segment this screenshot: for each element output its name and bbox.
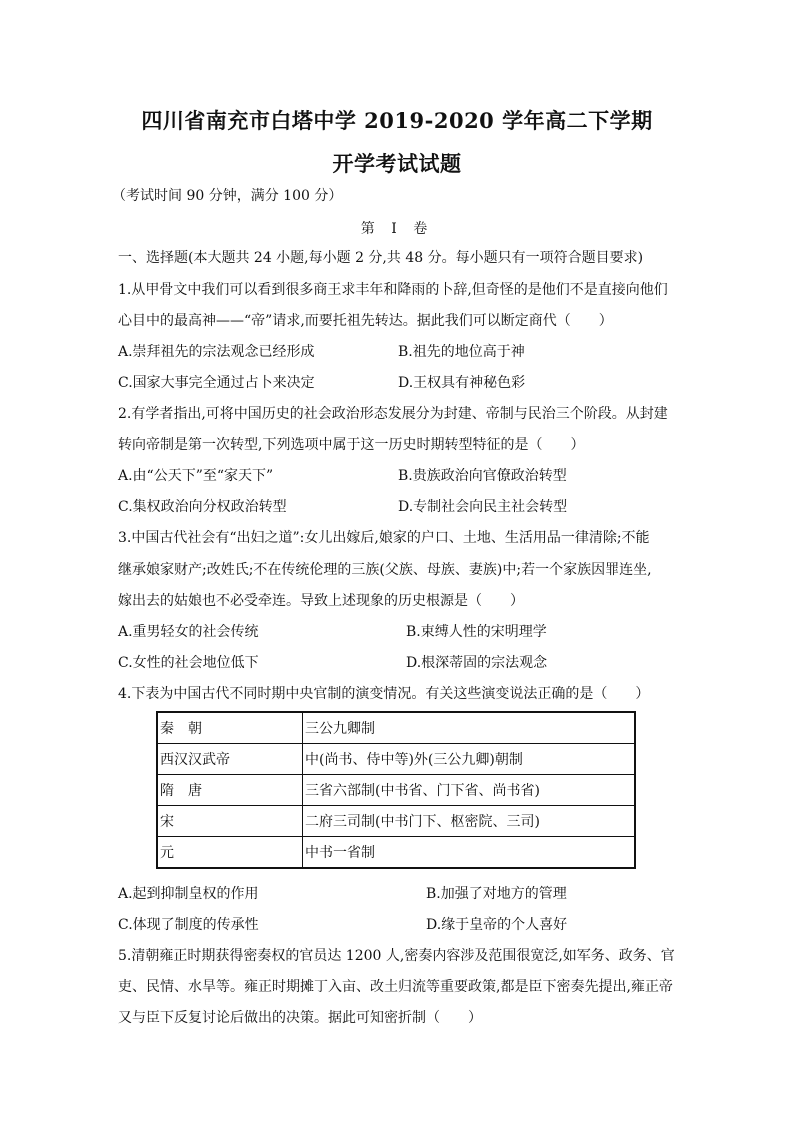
q5-stem-line3: 又与臣下反复讨论后做出的决策。据此可知密折制（ ） — [118, 1010, 482, 1026]
q1-stem-line2: 心目中的最高神——“帝”请求,而要托祖先转达。据此我们可以断定商代（ ） — [118, 313, 613, 329]
q1-option-b: B.祖先的地位高于神 — [398, 344, 525, 360]
official-system-table — [156, 711, 636, 869]
q3-stem-line1: 3.中国古代社会有“出妇之道”:女儿出嫁后,娘家的户口、土地、生活用品一律清除;不能 — [118, 530, 650, 546]
table-cell-dynasty: 元 — [157, 837, 303, 869]
q2-option-c: C.集权政治向分权政治转型 — [118, 499, 287, 515]
q4-option-d: D.缘于皇帝的个人喜好 — [426, 917, 568, 933]
table-row — [157, 775, 635, 806]
table-cell-dynasty: 西汉汉武帝 — [157, 744, 303, 775]
table-cell-system: 三省六部制(中书省、门下省、尚书省) — [303, 775, 636, 806]
q4-stem-line1: 4.下表为中国古代不同时期中央官制的演变情况。有关这些演变说法正确的是（ ） — [118, 686, 650, 702]
section-heading: 第 Ⅰ 卷 — [360, 221, 434, 237]
q4-option-a: A.起到抑制皇权的作用 — [118, 886, 259, 902]
table-row — [157, 744, 635, 775]
q3-stem-line2: 继承娘家财产;改姓氏;不在传统伦理的三族(父族、母族、妻族)中;若一个家族因罪连坐, — [118, 562, 652, 578]
q2-stem-line1: 2.有学者指出,可将中国历史的社会政治形态发展分为封建、帝制与民治三个阶段。从封建 — [118, 406, 668, 422]
exam-info: （考试时间 90 分钟，满分 100 分） — [112, 188, 343, 204]
part1-heading: 一、选择题(本大题共 24 小题,每小题 2 分,共 48 分。每小题只有一项符合题目要求) — [118, 250, 644, 266]
q4-option-b: B.加强了对地方的管理 — [426, 886, 567, 902]
q1-option-c: C.国家大事完全通过占卜来决定 — [118, 375, 315, 391]
table-cell-system: 中书一省制 — [303, 837, 636, 869]
table-cell-system: 二府三司制(中书门下、枢密院、三司) — [303, 806, 636, 837]
q3-stem-line3: 嫁出去的姑娘也不必受牵连。导致上述现象的历史根源是（ ） — [118, 593, 524, 609]
q3-option-d: D.根深蒂固的宗法观念 — [406, 655, 548, 671]
page-title-line2: 开学考试试题 — [332, 151, 462, 176]
q4-option-c: C.体现了制度的传承性 — [118, 917, 259, 933]
q3-option-b: B.束缚人性的宋明理学 — [406, 624, 547, 640]
q2-option-a: A.由“公天下”至“家天下” — [118, 468, 274, 484]
table-cell-dynasty: 隋 唐 — [157, 775, 303, 806]
table-row — [157, 712, 635, 744]
q3-option-a: A.重男轻女的社会传统 — [118, 624, 259, 640]
q1-option-d: D.王权具有神秘色彩 — [398, 375, 526, 391]
q2-option-b: B.贵族政治向官僚政治转型 — [398, 468, 567, 484]
table-cell-system: 三公九卿制 — [303, 712, 636, 744]
q2-stem-line2: 转向帝制是第一次转型,下列选项中属于这一历史时期转型特征的是（ ） — [118, 437, 585, 453]
table-row — [157, 806, 635, 837]
q3-option-c: C.女性的社会地位低下 — [118, 655, 259, 671]
table-cell-dynasty: 秦 朝 — [157, 712, 303, 744]
q1-stem-line1: 1.从甲骨文中我们可以看到很多商王求丰年和降雨的卜辞,但奇怪的是他们不是直接向他们 — [118, 282, 668, 298]
q1-option-a: A.崇拜祖先的宗法观念已经形成 — [118, 344, 315, 360]
table-row — [157, 837, 635, 869]
page-title-line1: 四川省南充市白塔中学 2019-2020 学年高二下学期 — [141, 108, 653, 133]
q5-stem-line1: 5.清朝雍正时期获得密奏权的官员达 1200 人,密奏内容涉及范围很宽泛,如军务、政务、官 — [118, 948, 675, 964]
q2-option-d: D.专制社会向民主社会转型 — [398, 499, 568, 515]
table-cell-dynasty: 宋 — [157, 806, 303, 837]
q5-stem-line2: 吏、民情、水旱等。雍正时期摊丁入亩、改土归流等重要政策,都是臣下密奏先提出,雍正帝 — [118, 979, 673, 995]
table-cell-system: 中(尚书、侍中等)外(三公九卿)朝制 — [303, 744, 636, 775]
